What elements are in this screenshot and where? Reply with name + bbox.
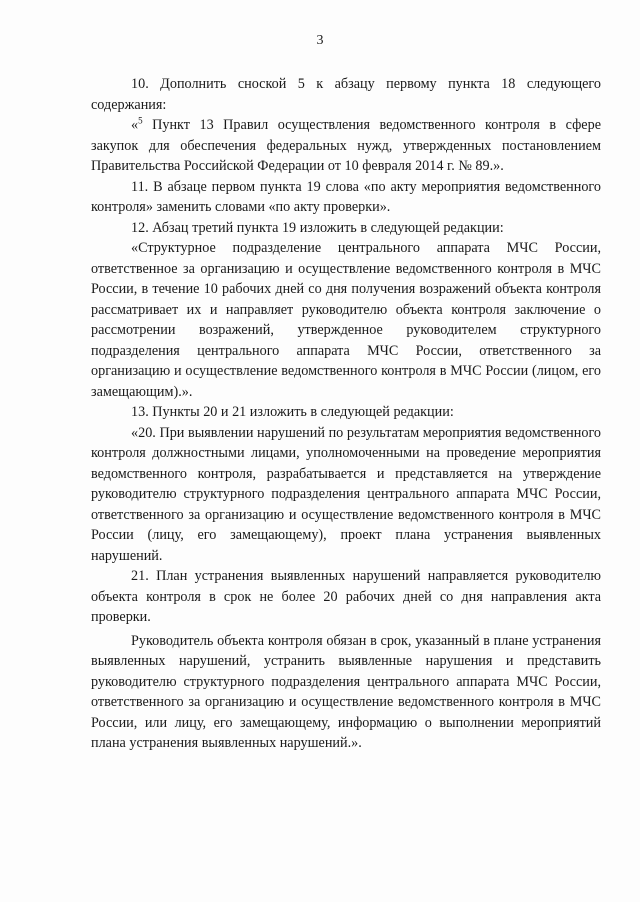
paragraph-head-obligation: Руководитель объекта контроля обязан в срок, указанный в плане устранения выявленных нарушений, устранить выявленные нарушения и представить руководителю структурного подразделения центрального аппарата МЧС России, ответственного за организацию и осуществление ведомственного контроля в МЧС России, или лицу, его замещающему, информацию о выполнении мероприятий плана устранения выявленных нарушений.». — [91, 632, 601, 751]
paragraph-item-13: 13. Пункты 20 и 21 изложить в следующей редакции: — [131, 404, 454, 420]
footnote-marker: 5 — [138, 115, 143, 126]
paragraph-item-10: 10. Дополнить сноской 5 к абзацу первому пункта 18 следующего содержания: — [91, 76, 601, 113]
paragraph-item-12: 12. Абзац третий пункта 19 изложить в следующей редакции: — [131, 219, 504, 236]
document-body — [91, 74, 601, 754]
footnote-text — [91, 115, 601, 177]
paragraph-point-20: «20. При выявлении нарушений по результатам мероприятия ведомственного контроля должностными лицами, уполномоченными на проведение мероприятия ведомственного контроля, разрабатывается и представляется на утверждение руководителю структурного подразделения центрального аппарата МЧС России, ответственного за организацию и осуществление ведомственного контроля в МЧС России (лицу, его замещающему), проект плана устранения выявленных нарушений. — [91, 424, 601, 564]
paragraph-item-11: 11. В абзаце первом пункта 19 слова «по акту мероприятия ведомственного контроля» заменить словами «по акту проверки». — [91, 178, 601, 215]
paragraph-point-21: 21. План устранения выявленных нарушений направляется руководителю объекта контроля в срок не более 20 рабочих дней со дня направления акта проверки. — [91, 568, 601, 625]
footnote-body: Пункт 13 Правил осуществления ведомственного контроля в сфере закупок для обеспечения федеральных нужд, утвержденных постановлением Правительства Российской Федерации от 10 февраля 2014 г. № 89.». — [91, 117, 601, 174]
paragraph-new-wording-19: «Структурное подразделение центрального аппарата МЧС России, ответственное за организацию и осуществление ведомственного контроля в МЧС России, в течение 10 рабочих дней со дня получения возражений объекта контроля рассматривает их и направляет руководителю объекта контроля заключение о рассмотрении возражений, утвержденное руководителем структурного подразделения центрального аппарата МЧС России, ответственного за организацию и осуществление ведомственного контроля в МЧС России (лицом, его замещающим).». — [91, 240, 601, 400]
page-number: 3 — [316, 33, 324, 48]
footnote-open-quote: « — [131, 117, 139, 133]
